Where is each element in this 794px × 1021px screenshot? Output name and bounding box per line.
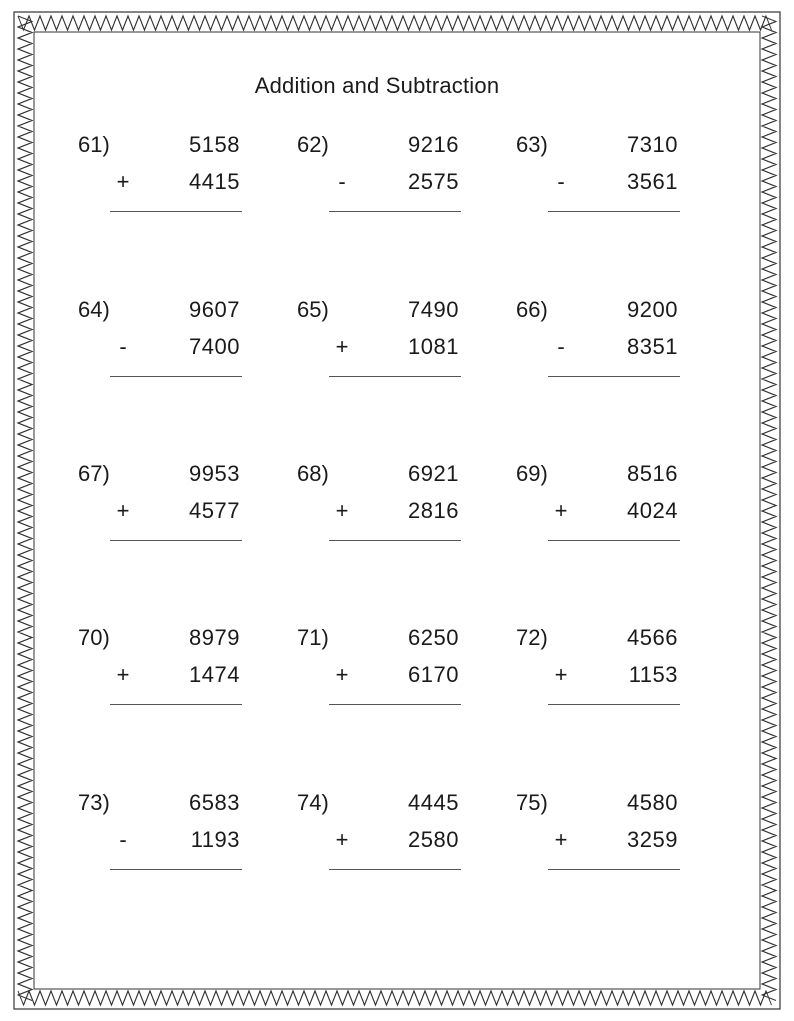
bottom-operand: 4415 (189, 169, 240, 194)
problem-66 (516, 297, 686, 397)
operator-sign: + (335, 334, 349, 359)
problem-number: 66) (516, 297, 548, 322)
bottom-operand: 4577 (189, 498, 240, 523)
operator-sign: - (119, 827, 127, 852)
problem-64 (78, 297, 248, 397)
problem-73 (78, 790, 248, 890)
bottom-operand: 3259 (627, 827, 678, 852)
bottom-operand: 2580 (408, 827, 459, 852)
problem-number: 68) (297, 461, 329, 486)
problem-70 (78, 625, 248, 725)
problem-number: 64) (78, 297, 110, 322)
operator-sign: - (557, 169, 565, 194)
top-operand: 9953 (189, 461, 240, 486)
problem-72 (516, 625, 686, 725)
answer-line[interactable] (548, 704, 680, 705)
problem-number: 71) (297, 625, 329, 650)
answer-line[interactable] (110, 869, 242, 870)
operator-sign: - (119, 334, 127, 359)
answer-line[interactable] (110, 704, 242, 705)
problem-74 (297, 790, 467, 890)
top-operand: 9200 (627, 297, 678, 322)
problem-number: 70) (78, 625, 110, 650)
problem-number: 73) (78, 790, 110, 815)
answer-line[interactable] (110, 540, 242, 541)
operator-sign: + (335, 498, 349, 523)
problem-number: 63) (516, 132, 548, 157)
operator-sign: + (554, 498, 568, 523)
problem-number: 65) (297, 297, 329, 322)
answer-line[interactable] (110, 376, 242, 377)
problem-63 (516, 132, 686, 232)
top-operand: 7310 (627, 132, 678, 157)
problem-number: 61) (78, 132, 110, 157)
problem-number: 74) (297, 790, 329, 815)
top-operand: 4445 (408, 790, 459, 815)
problem-number: 72) (516, 625, 548, 650)
answer-line[interactable] (329, 211, 461, 212)
problem-65 (297, 297, 467, 397)
operator-sign: + (554, 662, 568, 687)
answer-line[interactable] (329, 869, 461, 870)
top-operand: 6921 (408, 461, 459, 486)
top-operand: 4566 (627, 625, 678, 650)
top-operand: 6250 (408, 625, 459, 650)
bottom-operand: 4024 (627, 498, 678, 523)
answer-line[interactable] (329, 540, 461, 541)
problem-number: 75) (516, 790, 548, 815)
operator-sign: + (554, 827, 568, 852)
top-operand: 7490 (408, 297, 459, 322)
problem-number: 69) (516, 461, 548, 486)
bottom-operand: 6170 (408, 662, 459, 687)
problem-number: 62) (297, 132, 329, 157)
problem-68 (297, 461, 467, 561)
top-operand: 9216 (408, 132, 459, 157)
top-operand: 4580 (627, 790, 678, 815)
answer-line[interactable] (548, 376, 680, 377)
bottom-operand: 7400 (189, 334, 240, 359)
top-operand: 8516 (627, 461, 678, 486)
problem-75 (516, 790, 686, 890)
bottom-operand: 3561 (627, 169, 678, 194)
operator-sign: + (116, 169, 130, 194)
top-operand: 8979 (189, 625, 240, 650)
bottom-operand: 2816 (408, 498, 459, 523)
answer-line[interactable] (548, 211, 680, 212)
bottom-operand: 1153 (628, 662, 678, 687)
top-operand: 5158 (189, 132, 240, 157)
problem-61 (78, 132, 248, 232)
bottom-operand: 8351 (627, 334, 678, 359)
operator-sign: - (557, 334, 565, 359)
answer-line[interactable] (329, 376, 461, 377)
operator-sign: + (335, 827, 349, 852)
operator-sign: + (116, 498, 130, 523)
answer-line[interactable] (548, 540, 680, 541)
operator-sign: + (116, 662, 130, 687)
problem-71 (297, 625, 467, 725)
answer-line[interactable] (548, 869, 680, 870)
operator-sign: + (335, 662, 349, 687)
bottom-operand: 1081 (408, 334, 459, 359)
top-operand: 6583 (189, 790, 240, 815)
answer-line[interactable] (110, 211, 242, 212)
bottom-operand: 1474 (189, 662, 240, 687)
bottom-operand: 2575 (408, 169, 459, 194)
worksheet-title: Addition and Subtraction (254, 73, 500, 98)
bottom-operand: 1193 (190, 827, 240, 852)
problem-69 (516, 461, 686, 561)
problem-67 (78, 461, 248, 561)
problem-number: 67) (78, 461, 110, 486)
answer-line[interactable] (329, 704, 461, 705)
problem-62 (297, 132, 467, 232)
top-operand: 9607 (189, 297, 240, 322)
operator-sign: - (338, 169, 346, 194)
